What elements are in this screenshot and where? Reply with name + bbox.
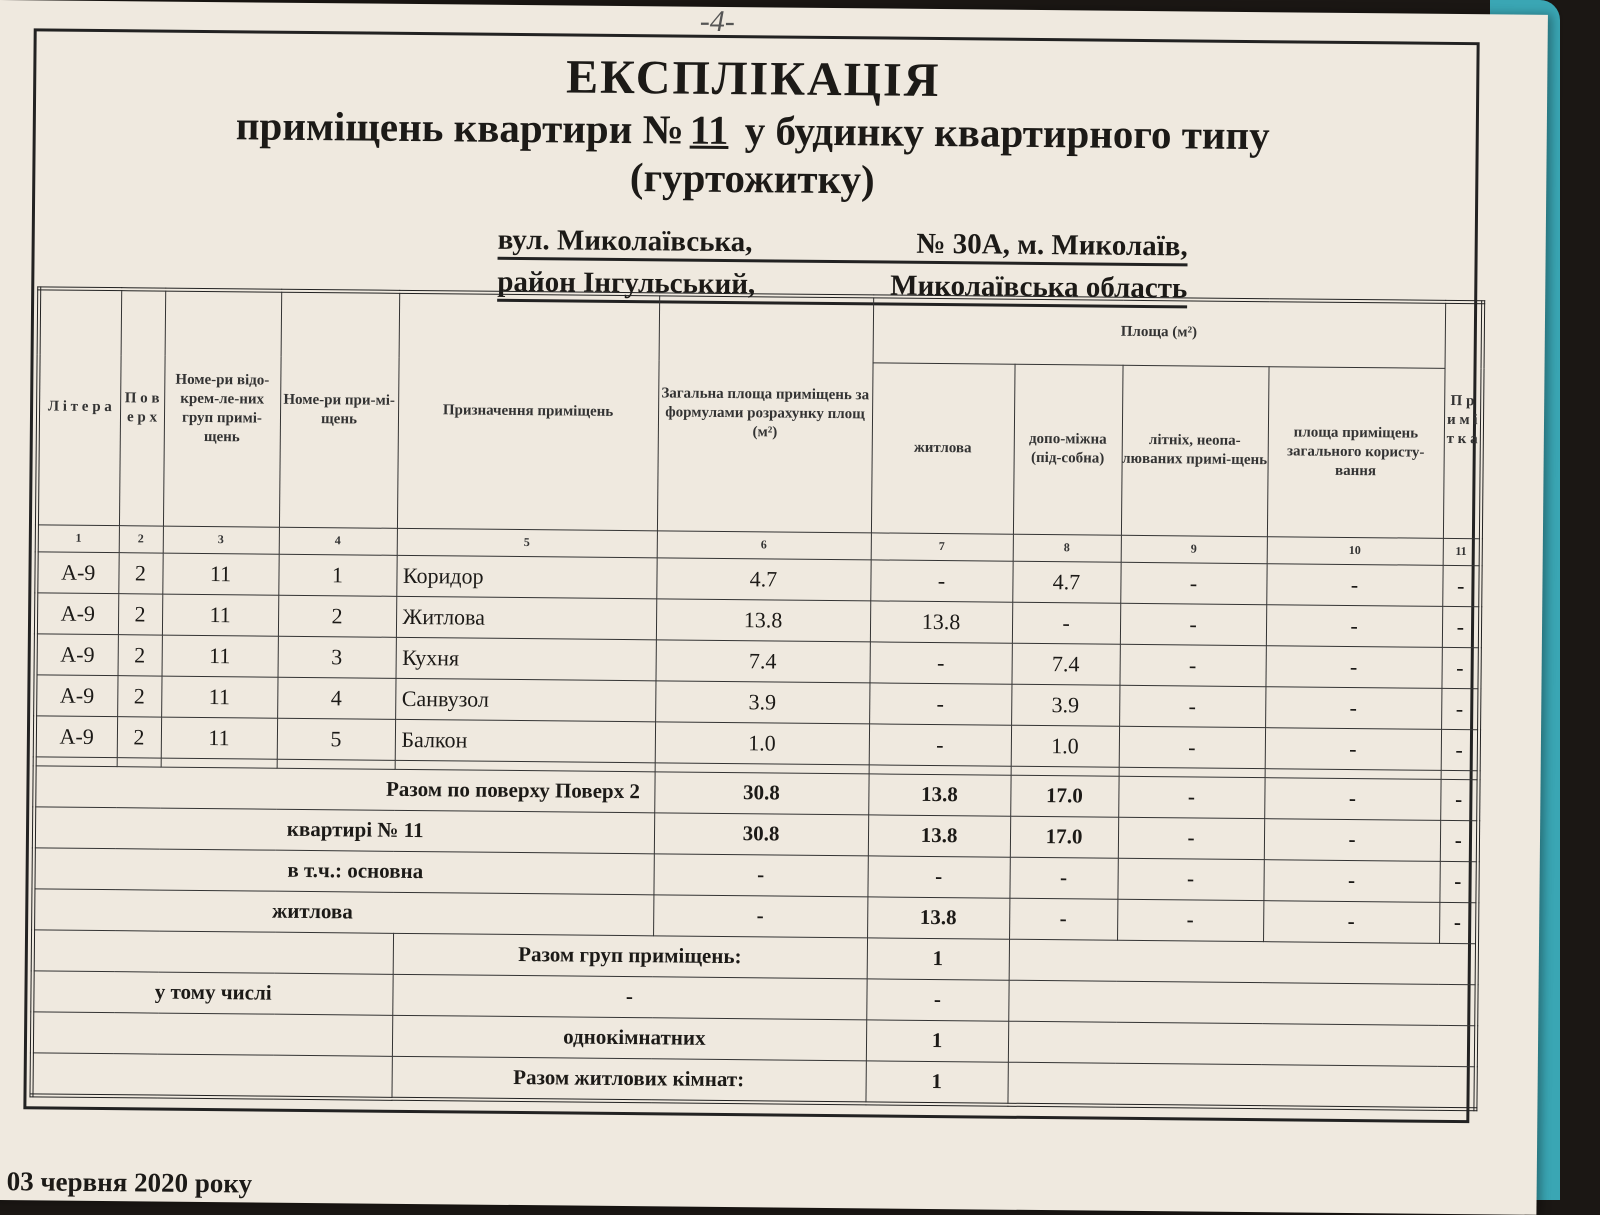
total-area: - — [653, 894, 867, 937]
cell-room: 2 — [278, 595, 396, 637]
cell-purpose: Кухня — [396, 637, 656, 680]
total-aux: 17.0 — [1010, 816, 1118, 858]
total-living: 13.8 — [868, 773, 1010, 815]
document-title: ЕКСПЛІКАЦІЯ — [565, 50, 941, 108]
cell-room: 3 — [278, 636, 396, 678]
address-district: район Інгульський, — [497, 265, 756, 301]
address-house: № 30А, м. Миколаїв, — [916, 227, 1188, 263]
cell-aux: - — [1012, 602, 1120, 644]
colnum: 7 — [871, 532, 1013, 560]
cell-common: - — [1265, 645, 1441, 688]
total-note: - — [1440, 820, 1478, 861]
summary-groups-value: 1 — [867, 937, 1009, 979]
summary-blank — [31, 1052, 391, 1098]
header-purpose: Призначення приміщень — [397, 292, 659, 530]
colnum: 3 — [163, 526, 279, 554]
total-aux: - — [1009, 898, 1117, 940]
total-summer: - — [1117, 899, 1263, 941]
cell-living: - — [869, 723, 1011, 765]
cell-summer: - — [1119, 685, 1265, 727]
header-area-group: Площа (м²) — [873, 296, 1446, 367]
header-note: П р и м і т к а — [1443, 302, 1483, 538]
cell-group: 11 — [162, 553, 278, 595]
subtitle-after: у будинку квартирного типу — [744, 107, 1270, 159]
cell-litera: А-9 — [36, 551, 118, 593]
cell-aux: 4.7 — [1012, 561, 1120, 603]
cell-group: 11 — [161, 717, 277, 759]
cell-living: 13.8 — [870, 600, 1012, 642]
summary-including-label: у тому числі — [32, 970, 392, 1014]
summary-one-room-value: 1 — [866, 1019, 1008, 1061]
cell-floor: 2 — [118, 593, 162, 634]
spacer-cell — [117, 757, 161, 766]
total-area: 30.8 — [654, 812, 868, 855]
cell-common: - — [1265, 686, 1441, 729]
summary-groups-label: Разом груп приміщень: — [393, 933, 867, 979]
total-label: житлова — [33, 888, 653, 935]
summary-blank — [1008, 980, 1476, 1025]
cell-note: - — [1442, 606, 1480, 647]
summary-including-value: - — [866, 978, 1008, 1020]
cell-note: - — [1441, 729, 1479, 770]
summary-blank — [33, 929, 393, 973]
cell-group: 11 — [162, 594, 278, 636]
cell-aux: 7.4 — [1011, 643, 1119, 685]
cell-common: - — [1265, 727, 1441, 770]
address-region: Миколаївська область — [890, 269, 1188, 305]
total-summer: - — [1118, 776, 1264, 818]
header-litera: Л і т е р а — [37, 288, 121, 525]
cell-purpose: Балкон — [395, 719, 655, 762]
total-common: - — [1264, 818, 1440, 861]
cell-aux: 3.9 — [1011, 684, 1119, 726]
total-label: Разом по поверху Поверх 2 — [34, 765, 654, 812]
cell-total: 4.7 — [656, 557, 870, 600]
colnum: 4 — [279, 527, 397, 555]
cell-living: - — [870, 559, 1012, 601]
summary-blank — [1007, 1062, 1475, 1109]
header-floor: П о в е р х — [119, 289, 165, 525]
summary-rooms-value: 1 — [865, 1060, 1007, 1104]
total-label: квартирі № 11 — [34, 806, 654, 853]
cell-purpose: Санвузол — [395, 678, 655, 721]
header-summer: літніх, неопа-люваних примі-щень — [1121, 365, 1269, 536]
total-common: - — [1264, 777, 1440, 820]
cell-litera: А-9 — [35, 674, 117, 716]
total-aux: - — [1009, 857, 1117, 899]
cell-total: 1.0 — [655, 721, 869, 764]
summary-rooms-label: Разом житлових кімнат: — [391, 1056, 865, 1103]
cell-group: 11 — [162, 635, 278, 677]
page-number: -4- — [699, 4, 735, 39]
summary-blank — [32, 1011, 392, 1055]
cell-note: - — [1441, 688, 1479, 729]
address-line1 — [498, 223, 1188, 267]
cell-floor: 2 — [117, 675, 161, 716]
total-label: в т.ч.: основна — [33, 847, 653, 894]
colnum: 2 — [119, 525, 163, 552]
total-area: - — [653, 853, 867, 896]
colnum: 5 — [397, 528, 657, 557]
cell-total: 13.8 — [656, 598, 870, 641]
total-note: - — [1439, 861, 1477, 902]
header-auxiliary: допо-міжна (під-собна) — [1013, 364, 1123, 535]
colnum: 8 — [1013, 534, 1121, 562]
header-common: площа приміщень загального користу-вання — [1267, 366, 1445, 538]
cell-living: - — [869, 682, 1011, 724]
summary-one-room-label: однокімнатних — [392, 1015, 866, 1061]
document-heading — [32, 46, 1473, 208]
cell-summer: - — [1119, 644, 1265, 686]
total-living: 13.8 — [867, 896, 1009, 938]
cell-floor: 2 — [117, 716, 161, 757]
total-living: - — [867, 855, 1009, 897]
cell-group: 11 — [161, 676, 277, 718]
document-date: 03 червня 2020 року — [6, 1166, 253, 1199]
apartment-number: 11 — [689, 106, 729, 153]
total-summer: - — [1117, 858, 1263, 900]
summary-including-dash: - — [392, 974, 866, 1020]
total-note: - — [1440, 779, 1478, 820]
explication-table — [29, 286, 1485, 1110]
total-summer: - — [1118, 817, 1264, 859]
cell-litera: А-9 — [36, 633, 118, 675]
total-living: 13.8 — [868, 814, 1010, 856]
header-total-area: Загальна площа приміщень за формулами розрахунку площ (м²) — [657, 294, 873, 532]
cell-total: 3.9 — [655, 680, 869, 723]
cell-aux: 1.0 — [1011, 725, 1119, 767]
cell-room: 4 — [277, 677, 395, 719]
spacer-cell — [1441, 770, 1479, 779]
total-area: 30.8 — [654, 771, 868, 814]
cell-common: - — [1266, 563, 1442, 606]
cell-summer: - — [1119, 726, 1265, 768]
summary-blank — [1009, 939, 1477, 984]
cell-note: - — [1441, 647, 1479, 688]
colnum: 1 — [37, 524, 119, 552]
colnum: 9 — [1121, 535, 1267, 563]
header-group-numbers: Номе-ри відо-крем-ле-них груп примі-щень — [163, 290, 281, 527]
colnum: 10 — [1267, 536, 1443, 565]
cell-common: - — [1266, 604, 1442, 647]
cell-living: - — [869, 641, 1011, 683]
cell-litera: А-9 — [36, 592, 118, 634]
cell-total: 7.4 — [655, 639, 869, 682]
header-row-top — [39, 288, 1484, 368]
cell-summer: - — [1120, 562, 1266, 604]
summary-blank — [1008, 1021, 1476, 1066]
total-aux: 17.0 — [1010, 775, 1118, 817]
total-common: - — [1263, 859, 1439, 902]
total-note: - — [1439, 902, 1477, 943]
cell-room: 5 — [277, 718, 395, 760]
subtitle-line3: (гуртожитку) — [629, 154, 875, 203]
header-living: житлова — [871, 362, 1015, 533]
subtitle-before: приміщень квартири № — [235, 102, 685, 153]
address-street: вул. Миколаївська, — [497, 223, 753, 259]
colnum: 6 — [657, 530, 871, 559]
cell-litera: А-9 — [35, 715, 117, 757]
cell-room: 1 — [278, 554, 396, 596]
cell-floor: 2 — [118, 634, 162, 675]
colnum: 11 — [1443, 538, 1481, 565]
header-room-numbers: Номе-ри при-мі-щень — [279, 291, 399, 528]
cell-purpose: Коридор — [396, 555, 656, 598]
cell-purpose: Житлова — [396, 596, 656, 639]
total-common: - — [1263, 900, 1439, 943]
cell-summer: - — [1120, 603, 1266, 645]
cell-floor: 2 — [118, 552, 162, 593]
cell-note: - — [1442, 565, 1480, 606]
